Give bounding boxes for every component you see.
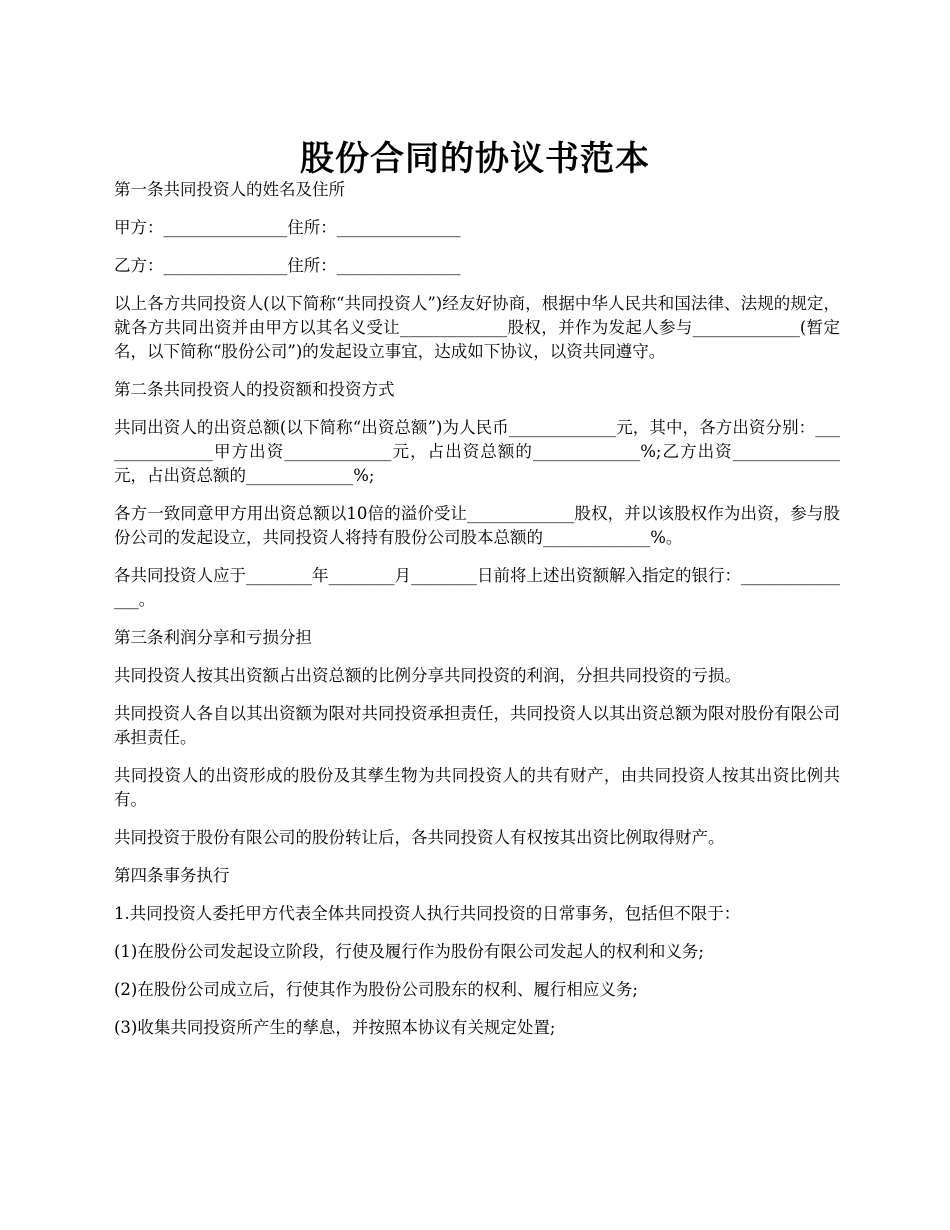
premium-transfer-paragraph: 各方一致同意甲方用出资总额以10倍的溢价受让_____________股权，并以该股权作为出资，参与股份公司的发起设立，共同投资人将持有股份公司股本总额的_____________%。 bbox=[114, 504, 840, 547]
list-item-2: (2)在股份公司成立后，行使其作为股份公司股东的权利、履行相应义务; bbox=[114, 980, 638, 999]
document-body bbox=[114, 178, 840, 1054]
section-heading-1: 第一条共同投资人的姓名及住所 bbox=[114, 180, 345, 199]
liability-paragraph: 共同投资人各自以其出资额为限对共同投资承担责任，共同投资人以其出资总额为限对股份有限公司承担责任。 bbox=[114, 704, 840, 747]
section-heading-4: 第四条事务执行 bbox=[114, 866, 230, 885]
preamble-paragraph: 以上各方共同投资人(以下简称“共同投资人”)经友好协商，根据中华人民共和国法律、法规的规定，就各方共同出资并由甲方以其名义受让_____________股权，并作为发起人参与_____________(暂定名，以下简称“股份公司”)的发起设立事宜，达成如下协议，以资共同遵守。 bbox=[114, 294, 840, 361]
share-transfer-paragraph: 共同投资于股份有限公司的股份转让后，各共同投资人有权按其出资比例取得财产。 bbox=[114, 828, 725, 847]
payment-deadline-paragraph: 各共同投资人应于________年________月________日前将上述出资额解入指定的银行：_______________。 bbox=[114, 566, 840, 609]
common-property-paragraph: 共同投资人的出资形成的股份及其孳生物为共同投资人的共有财产，由共同投资人按其出资比例共有。 bbox=[114, 766, 840, 809]
party-b-line: 乙方：_______________住所：_______________ bbox=[114, 256, 461, 275]
list-item-3: (3)收集共同投资所产生的孳息，并按照本协议有关规定处置; bbox=[114, 1018, 556, 1037]
section-heading-2: 第二条共同投资人的投资额和投资方式 bbox=[114, 380, 395, 399]
document-title: 股份合同的协议书范本 bbox=[300, 138, 650, 179]
section-heading-3: 第三条利润分享和亏损分担 bbox=[114, 628, 312, 647]
party-a-line: 甲方：_______________住所：_______________ bbox=[114, 218, 461, 237]
investment-amount-paragraph: 共同出资人的出资总额(以下简称“出资总额”)为人民币_____________元，其中，各方出资分别：_______________甲方出资_____________元，占出资总额的_____________%;乙方出资_____________元，占出资总额的_____________%; bbox=[114, 418, 840, 485]
profit-sharing-paragraph: 共同投资人按其出资额占出资总额的比例分享共同投资的利润，分担共同投资的亏损。 bbox=[114, 666, 741, 685]
entrustment-paragraph: 1.共同投资人委托甲方代表全体共同投资人执行共同投资的日常事务，包括但不限于： bbox=[114, 904, 741, 923]
list-item-1: (1)在股份公司发起设立阶段，行使及履行作为股份有限公司发起人的权利和义务; bbox=[114, 942, 704, 961]
